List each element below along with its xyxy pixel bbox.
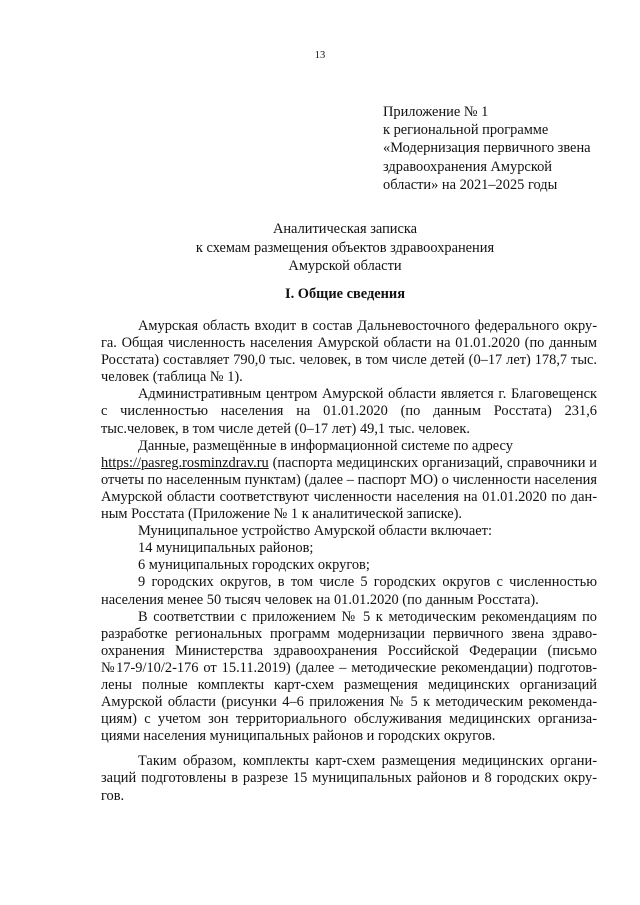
paragraph: В соответствии с приложением № 5 к методическим рекомендациям по разработке региональных программ модернизации первичного звена здраво-охранения Министерства здравоохранения Российской Федерации (письмо №17-9/10/2-176 от 15.11.2019) (далее – методические рекомендации) подготов-лены полные комплекты карт-схем размещения медицинских организаций Амурской области (рисунки 4–6 приложения № 5 к методическим рекоменда-циям) с учетом зон территориального обслуживания медицинских организа-циями населения муниципальных районов и городских округов. <box>101 608 597 745</box>
paragraph: Данные, размещённые в информационной системе по адресу <box>138 437 513 454</box>
pasreg-link[interactable]: https://pasreg.rosminzdrav.ru <box>101 454 269 471</box>
document-title <box>100 220 590 276</box>
paragraph-continuation: (паспорта медицинских организаций, справочники и отчеты по населенным пунктам) (далее – паспорт МО) о численности населения Амурской области соответствуют численности населения на 01.01.2020 по дан-ным Росстата (Приложение № 1 к аналитической записке). <box>101 454 597 523</box>
list-item: 6 муниципальных городских округов; <box>138 557 370 574</box>
appendix-line: области» на 2021–2025 годы <box>383 176 558 193</box>
title-line: Амурской области <box>288 258 402 274</box>
paragraph-with-link <box>101 455 597 523</box>
paragraph: Амурская область входит в состав Дальневосточного федерального окру-га. Общая численность населения Амурской области на 01.01.2020 (по данным Росстата) составляет 790,0 тыс. человек, в том числе детей (0–17 лет) 178,7 тыс. человек (таблица № 1). <box>101 318 597 386</box>
title-line: Аналитическая записка <box>272 221 418 237</box>
appendix-line: «Модернизация первичного звена <box>383 140 591 157</box>
list-item: 9 городских округов, в том числе 5 городских округов с численностью населения менее 50 тысяч человек на 01.01.2020 (по данным Росстата). <box>101 574 597 608</box>
list-item: 14 муниципальных районов; <box>138 540 314 557</box>
appendix-note <box>383 103 623 194</box>
paragraph: Административным центром Амурской области является г. Благовещенск с численностью населения на 01.01.2020 (по данным Росстата) 231,6 тыс.человек, в том числе детей (0–17 лет) 49,1 тыс. человек. <box>101 386 597 437</box>
title-line: к схемам размещения объектов здравоохранения <box>195 239 495 256</box>
appendix-line: к региональной программе <box>383 122 549 139</box>
paragraph: Таким образом, комплекты карт-схем размещения медицинских органи-заций подготовлены в разрезе 15 муниципальных районов и 8 городских окру-гов. <box>101 753 597 804</box>
page-number: 13 <box>314 50 326 61</box>
section-heading: I. Общие сведения <box>284 286 405 302</box>
appendix-line: здравоохранения Амурской <box>383 158 552 175</box>
paragraph: Муниципальное устройство Амурской области включает: <box>138 523 492 540</box>
body-text <box>101 318 597 805</box>
paragraph-gap <box>101 745 597 753</box>
appendix-line: Приложение № 1 <box>383 104 489 120</box>
